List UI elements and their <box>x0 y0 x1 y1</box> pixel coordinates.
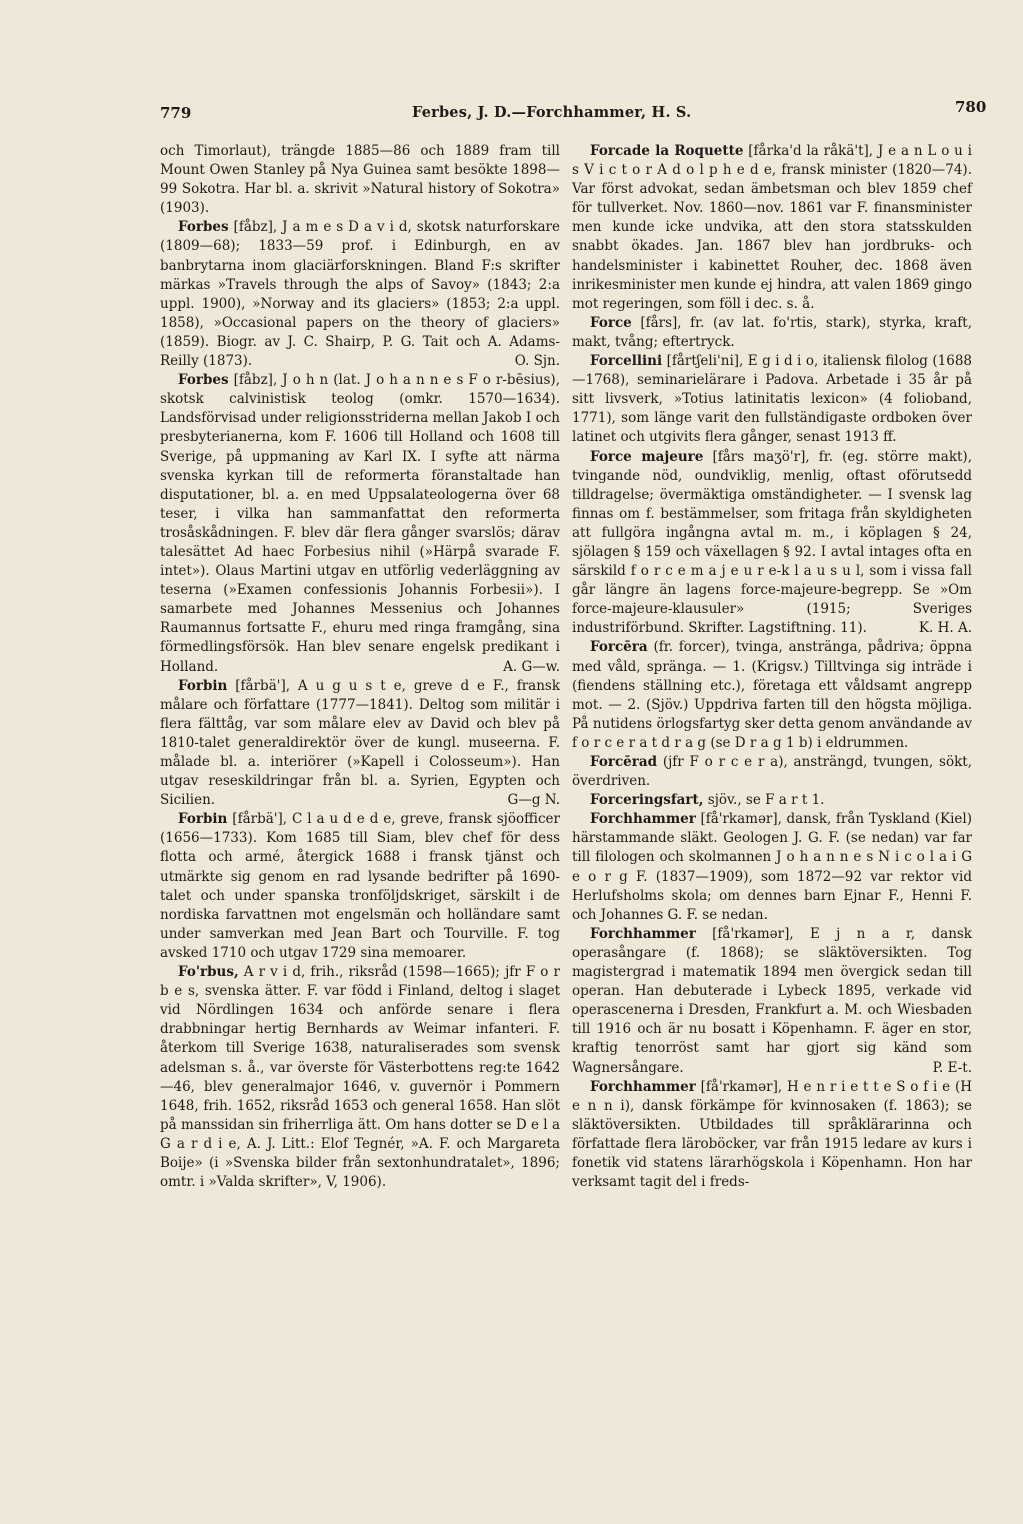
page-number-left: 779 <box>160 104 192 122</box>
entry-text: [få'rkamər], E j n a r, dansk operasångare (f. 1868); se släktöversikten. Tog magistergrad i matematik 1894 men övergick sedan till operan. Han debuterade i Lybeck 1895, verkade vid operascenerna i Dresden, Frankfurt a. M. och Wiesbaden till 1916 och är nu bosatt i Köpenhamn. F. äger en stor, kraftig tenorröst samt har gjort sig känd som Wagnersångare. <box>572 925 972 1076</box>
entry-headword: Forcellini <box>590 353 663 370</box>
entry-paragraph <box>160 963 560 1192</box>
entry-paragraph <box>572 448 972 639</box>
entry-headword: Forbin <box>178 677 228 694</box>
entry-text: sjöv., se F a r t 1. <box>703 792 825 809</box>
entry-text: [fårtʃeli'ni], E g i d i o, italiensk filolog (1688—1768), seminarielärare i Padova. Arbetade i 35 år på sitt livsverk, »Totius latinitatis lexicon» (4 folioband, 1771), som länge varit den fullständigaste ordboken över latinet och utgivits flera gånger, senast 1913 ff. <box>572 353 972 446</box>
entry-signature: P. E-t. <box>932 1059 972 1076</box>
entry-text: [få'rkamər], dansk, från Tyskland (Kiel) härstammande släkt. Geologen J. G. F. (se nedan) var far till filologen och skolmannen J o h a n n e s N i c o l a i G e o r g F. (1837—1909), som 1872—92 var rektor vid Herlufsholms skola; om dennes barn Ejnar F., Henni F. och Johannes G. F. se nedan. <box>572 811 972 923</box>
entry-text: [fåbz], J a m e s D a v i d, skotsk naturforskare (1809—68); 1833—59 prof. i Edinburgh, en av banbrytarna inom glaciärforskningen. Bland F:s skrifter märkas »Travels through the alps of Savoy» (1843; 2:a uppl. 1900), »Norway and its glaciers» (1853; 2:a uppl. 1858), »Occasional papers on the theory of glaciers» (1859). Biogr. av J. C. Shairp, P. G. Tait och A. Adams-Reilly (1873). <box>160 219 560 370</box>
entry-paragraph <box>572 314 972 352</box>
entry-paragraph <box>572 791 972 810</box>
entry-text: [fårka'd la råkä't], J e a n L o u i s V i c t o r A d o l p h e d e, fransk minister (1820—74). Var först advokat, sedan ämbetsman och blev 1859 chef för tullverket. Nov. 1860—nov. 1861 var F. finansminister men kunde icke undvika, att den stora statsskulden snabbt ökades. Jan. 1867 blev han jordbruks- och handelsminister i kabinettet Rouher, dec. 1868 även inrikesminister men kunde ej hindra, att valen 1869 gingo mot regeringen, som föll i dec. s. å. <box>572 143 972 312</box>
entry-paragraph <box>572 638 972 753</box>
entry-text: (jfr F o r c e r a), ansträngd, tvungen, sökt, överdriven. <box>572 754 972 790</box>
entry-paragraph <box>572 142 972 314</box>
entry-text: [fårs maʒö'r], fr. (eg. större makt), tvingande nöd, oundviklig, menlig, oftast oförutsedd tilldragelse; övermäktiga omständigheter. — I svensk lag finnas om f. bestämmelser, som fritaga från skyldigheten att fullgöra ingångna avtal m. m., i köplagen § 24, sjölagen § 159 och växellagen § 92. I avtal intages ofta en särskild f o r c e m a j e u r e-k l a u s u l, som i vissa fall går längre än lagens force-majeure-begrepp. Se »Om force-majeure-klausuler» (1915; Sveriges industriförbund. Skrifter. Lagstiftning. 11). <box>572 448 972 637</box>
entry-paragraph <box>160 810 560 963</box>
entry-paragraph <box>160 371 560 677</box>
entry-text: A r v i d, frih., riksråd (1598—1665); jfr F o r b e s, svenska ätter. F. var född i Finland, deltog i slaget vid Nördlingen 1634 och anförde senare i flera drabbningar hertig Bernhards av Weimar infanteri. F. återkom till Sverige 1638, naturaliserades som svensk adelsman s. å., var överste för Västerbottens reg:te 1642—46, blev generalmajor 1646, v. guvernör i Pommern 1648, frih. 1652, riksråd 1653 och general 1658. Han slöt på manssidan sin friherrliga ätt. Om hans dotter se D e l a G a r d i e, A. J. Litt.: Elof Tegnér, »A. F. och Margareta Boije» (i »Svenska bilder från sextonhundratalet», 1896; omtr. i »Valda skrifter», V, 1906). <box>160 964 560 1191</box>
entry-headword: Force majeure <box>590 448 704 465</box>
entry-text: [fårs], fr. (av lat. fo'rtis, stark), styrka, kraft, makt, tvång; eftertryck. <box>572 314 972 350</box>
entry-headword: Force <box>590 314 632 331</box>
entry-signature: O. Sjn. <box>514 353 560 370</box>
entry-signature: A. G—w. <box>503 658 560 675</box>
entry-text: [få'rkamər], H e n r i e t t e S o f i e (H e n n i), dansk förkämpe för kvinnosaken (f. 1863); se släktöversikten. Utbildades till språklärarinna och författade flera läroböcker, var från 1915 ledare av kurs i fonetik vid statens lärarhögskola i Köpenhamn. Hon har verksamt tagit del i freds- <box>572 1078 972 1191</box>
entry-signature: G—g N. <box>507 792 560 809</box>
entry-paragraph <box>572 925 972 1078</box>
left-column <box>160 142 560 1192</box>
entry-paragraph <box>572 352 972 447</box>
entry-text: (fr. forcer), tvinga, anstränga, pådriva; öppna med våld, spränga. — 1. (Krigsv.) Tilltvinga sig inträde i (fiendens ställning etc.), företaga ett våldsamt angrepp mot. — 2. (Sjöv.) Uppdriva farten till den högsta möjliga. På nutidens örlogsfartyg sker detta genom användande av f o r c e r a t d r a g (se D r a g 1 b) i eldrummen. <box>572 639 972 751</box>
entry-text: och Timorlaut), trängde 1885—86 och 1889 fram till Mount Owen Stanley på Nya Guinea samt besökte 1898—99 Sokotra. Har bl. a. skrivit »Natural history of Sokotra» (1903). <box>160 143 560 217</box>
entry-text: [fårbä'], C l a u d e d e, greve, fransk sjöofficer (1656—1733). Kom 1685 till Siam, blev chef för dess flotta och armé, återgick 1688 i fransk tjänst och utmärkte sig genom en rad lysande bedrifter på 1690-talet och under spanska tronföljdskriget, särskilt i de nordiska farvattnen mot engelsmän och holländare samt under samverkan med Jean Bart och Tourville. F. tog avsked 1710 och utgav 1729 sina memoarer. <box>160 811 560 961</box>
entry-headword: Forchhammer <box>590 925 696 942</box>
entry-headword: Forceringsfart, <box>590 792 704 809</box>
entry-headword: Forcērad <box>590 754 658 770</box>
entry-headword: Forbes <box>178 219 229 236</box>
entry-headword: Forcade la Roquette <box>590 143 744 159</box>
page-number-right: 780 <box>955 98 987 116</box>
entry-paragraph <box>572 1078 972 1193</box>
entry-paragraph <box>160 142 560 218</box>
right-column <box>572 142 972 1192</box>
entry-paragraph <box>572 753 972 791</box>
entry-paragraph <box>572 810 972 925</box>
entry-headword: Forcēra <box>590 639 648 656</box>
entry-headword: Forbes <box>178 372 229 389</box>
entry-headword: Forchhammer <box>590 811 696 828</box>
entry-signature: K. H. A. <box>918 620 972 637</box>
running-head: Ferbes, J. D.—Forchhammer, H. S. <box>412 104 692 121</box>
entry-text: [fårbä'], A u g u s t e, greve d e F., fransk målare och författare (1777—1841). Deltog som militär i flera fälttåg, var som målare elev av David och blev på 1810-talet generaldirektör över de kungl. museerna. F. målade bl. a. interiörer (»Kapell i Colosseum»). Han utgav reseskildringar från bl. a. Syrien, Egypten och Sicilien. <box>160 677 560 809</box>
entry-text: [fåbz], J o h n (lat. J o h a n n e s F o r-bēsius), skotsk calvinistisk teolog (omkr. 1570—1634). Landsförvisad under religionsstriderna mellan Jakob I och presbyterianerna, kom F. 1606 till Holland och 1608 till Sverige, på uppmaning av Karl IX. I syfte att närma svenska kyrkan till de reformerta föranstaltade han disputationer, bl. a. en med Uppsalateologerna över 68 teser, i vilka han sammanfattat den reformerta trosåskådningen. F. blev där flera gånger svarslös; därav talesättet Ad haec Forbesius nihil (»Härpå svarade F. intet»). Olaus Martini utgav en utförlig vederläggning av teserna (»Examen confessionis Johannis Forbesii»). I samarbete med Johannes Messenius och Johannes Raumannus fortsatte F., ehuru med ringa framgång, sina förmedlingsförsök. Han blev senare engelsk predikant i Holland. <box>160 372 560 675</box>
entry-headword: Forbin <box>178 811 228 828</box>
page-header <box>0 98 1023 128</box>
entry-paragraph <box>160 677 560 811</box>
entry-paragraph <box>160 218 560 371</box>
entry-headword: Forchhammer <box>590 1078 696 1095</box>
entry-headword: Fo'rbus, <box>178 964 239 981</box>
